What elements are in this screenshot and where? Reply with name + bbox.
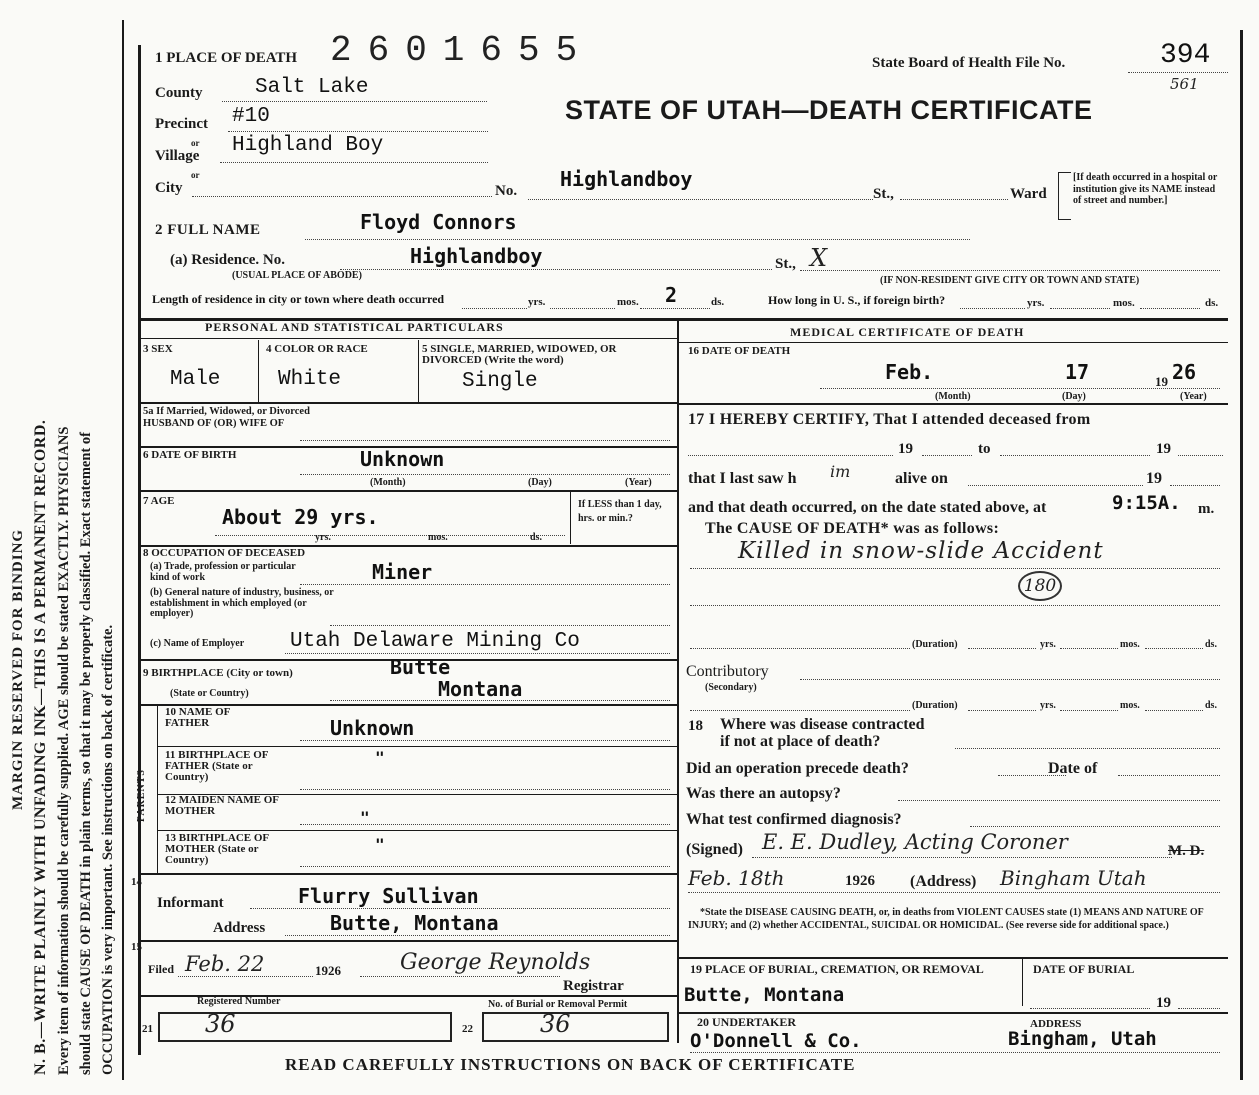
certify-to: to — [978, 441, 991, 457]
residence-st-value: X — [810, 244, 828, 272]
occ-b-label: (b) General nature of industry, business, or establishment in which employed (or employer) — [150, 587, 334, 619]
duration-ds-2: ds. — [1205, 700, 1217, 711]
father-value: Unknown — [330, 716, 415, 740]
duration-label: (Duration) — [912, 639, 958, 650]
burial-year-prefix: 19 — [1156, 995, 1171, 1011]
street-label: St., — [873, 186, 894, 202]
if-not-place-label: if not at place of death? — [720, 733, 881, 750]
burial-date-label: DATE OF BURIAL — [1033, 962, 1135, 976]
if-less-label: If LESS than 1 day, hrs. or min.? — [578, 499, 662, 524]
ds-label: ds. — [711, 296, 725, 308]
last-saw-fill: im — [830, 462, 851, 481]
test-confirmed-label: What test confirmed diagnosis? — [686, 811, 902, 828]
duration-mos-2: mos. — [1120, 700, 1140, 711]
precinct-value: #10 — [232, 105, 270, 128]
dob-value: Unknown — [360, 447, 445, 471]
hospital-note-bracket — [1058, 172, 1071, 220]
item-22-number: 22 — [462, 1023, 473, 1035]
birthplace-label: 9 BIRTHPLACE (City or town) — [143, 667, 293, 679]
village-value: Highland Boy — [232, 134, 384, 157]
yrs-label: yrs. — [528, 296, 546, 308]
dob-year-label: (Year) — [625, 477, 652, 488]
death-month-label: (Month) — [935, 391, 971, 402]
county-value: Salt Lake — [255, 76, 369, 99]
mother-birthplace-ditto: " — [375, 835, 385, 854]
or-text: or — [191, 138, 200, 148]
death-time-suffix: m. — [1198, 501, 1215, 517]
date-of-death-label: 16 DATE OF DEATH — [688, 345, 791, 357]
death-time: 9:15A. — [1112, 492, 1181, 514]
instruction-line-1: N. B.—WRITE PLAINLY WITH UNFADING INK—THIS IS A PERMANENT RECORD. — [32, 419, 49, 1075]
alive-on-label: alive on — [895, 470, 948, 487]
mos-label: mos. — [617, 296, 639, 308]
mos-label-2: mos. — [1113, 297, 1135, 309]
instruction-line-3: should state CAUSE OF DEATH in plain terms, so that it may be properly classified. Exact statement of — [78, 432, 94, 1075]
signed-address-label: (Address) — [910, 873, 977, 890]
dob-month-label: (Month) — [370, 477, 406, 488]
physician-signature: E. E. Dudley, Acting Coroner — [762, 830, 1068, 854]
dob-day-label: (Day) — [528, 477, 552, 488]
place-of-death-label: 1 PLACE OF DEATH — [155, 50, 298, 66]
village-label: Village — [155, 148, 200, 164]
signed-label: (Signed) — [686, 841, 743, 858]
date-of-label: Date of — [1048, 760, 1098, 777]
father-birthplace-ditto: " — [375, 748, 385, 767]
residence-months-value: 2 — [665, 283, 678, 307]
item-14-number: 14 — [131, 876, 142, 888]
file-number-sub: 561 — [1170, 75, 1199, 93]
duration-ds: ds. — [1205, 639, 1217, 650]
death-year: 26 — [1172, 360, 1197, 384]
filed-label: Filed — [148, 962, 174, 976]
residence-label: (a) Residence. No. — [170, 252, 285, 268]
cause-code: 180 — [1018, 571, 1062, 601]
registrar-signature: George Reynolds — [400, 950, 591, 975]
registered-number-label: Registered Number — [197, 996, 281, 1007]
filed-date: Feb. 22 — [185, 952, 265, 976]
item-15-number: 15 — [131, 941, 142, 953]
occ-a-label: (a) Trade, profession or particular kind of work — [150, 561, 296, 583]
employer-value: Utah Delaware Mining Co — [290, 630, 580, 653]
how-long-label: How long in U. S., if foreign birth? — [768, 293, 946, 307]
binding-margin-text: MARGIN RESERVED FOR BINDING — [10, 528, 26, 810]
certificate-title: STATE OF UTAH—DEATH CERTIFICATE — [565, 95, 1093, 125]
father-birthplace-label: 11 BIRTHPLACE OF FATHER (State or Country) — [165, 749, 269, 783]
filed-year: 1926 — [315, 963, 341, 978]
right-edge-rule — [1240, 30, 1243, 1080]
county-label: County — [155, 85, 203, 101]
spouse-label: 5a If Married, Widowed, or Divorced HUSBAND OF (OR) WIFE OF — [143, 406, 310, 429]
hospital-note: [If death occurred in a hospital or institution give its NAME instead of street and number.] — [1073, 172, 1218, 206]
no-label: No. — [495, 183, 518, 199]
burial-place-label: 19 PLACE OF BURIAL, CREMATION, OR REMOVAL — [690, 962, 984, 976]
death-day: 17 — [1065, 360, 1090, 384]
certify-year-1: 19 — [898, 441, 913, 457]
street-value: Highlandboy — [560, 167, 693, 191]
nonresident-note: (IF NON-RESIDENT GIVE CITY OR TOWN AND STATE) — [880, 275, 1140, 286]
age-ds-label: ds. — [530, 532, 542, 543]
undertaker-value: O'Donnell & Co. — [690, 1030, 862, 1052]
item-18-number: 18 — [688, 718, 703, 734]
death-month: Feb. — [885, 360, 934, 384]
contributory-label: Contributory — [686, 663, 769, 680]
mother-label: 12 MAIDEN NAME OF MOTHER — [165, 794, 279, 817]
informant-label: Informant — [157, 895, 224, 911]
color-value: White — [278, 368, 342, 391]
yrs-label-2: yrs. — [1027, 297, 1045, 309]
duration-yrs: yrs. — [1040, 639, 1056, 650]
alive-year: 19 — [1146, 470, 1162, 487]
signed-address: Bingham Utah — [1000, 866, 1147, 890]
death-occurred-label: and that death occurred, on the date stated above, at — [688, 499, 1047, 516]
where-contracted-label: Where was disease contracted — [720, 716, 925, 733]
marital-value: Single — [462, 370, 538, 393]
or-text-2: or — [191, 170, 200, 180]
file-no-label: State Board of Health File No. — [872, 55, 1066, 71]
operation-label: Did an operation precede death? — [686, 760, 909, 777]
age-yrs-label: yrs. — [315, 532, 331, 543]
registrar-label: Registrar — [563, 978, 624, 994]
age-mos-label: mos. — [428, 532, 448, 543]
undertaker-label: 20 UNDERTAKER — [697, 1015, 797, 1029]
birthplace-sub: (State or Country) — [170, 688, 249, 699]
marital-label: 5 SINGLE, MARRIED, WIDOWED, OR DIVORCED (Write the word) — [422, 343, 617, 366]
full-name-value: Floyd Connors — [360, 210, 517, 234]
color-label: 4 COLOR OR RACE — [266, 343, 368, 355]
parents-label: PARENTS — [136, 769, 147, 822]
signed-year: 1926 — [845, 873, 875, 889]
mother-ditto: " — [360, 808, 370, 827]
cause-of-death-value: Killed in snow-slide Accident — [738, 538, 1104, 564]
cause-of-death-label: The CAUSE OF DEATH* was as follows: — [705, 520, 1000, 537]
duration-yrs-2: yrs. — [1040, 700, 1056, 711]
margin-rule — [122, 20, 124, 1080]
age-label: 7 AGE — [143, 495, 175, 507]
sex-label: 3 SEX — [143, 343, 173, 355]
ward-label: Ward — [1010, 186, 1047, 202]
duration-label-2: (Duration) — [912, 700, 958, 711]
precinct-label: Precinct — [155, 116, 209, 132]
cause-footnote: *State the DISEASE CAUSING DEATH, or, in deaths from VIOLENT CAUSES state (1) MEANS AND NATURE OF INJURY; and (2) whether ACCIDENTAL, SUICIDAL OR HOMICIDAL. (See reverse side for additional space.) — [688, 907, 1204, 931]
burial-permit-value: 36 — [540, 1010, 571, 1038]
footer-instructions: READ CAREFULLY INSTRUCTIONS ON BACK OF CERTIFICATE — [285, 1055, 856, 1074]
city-label: City — [155, 180, 183, 196]
instruction-line-2: Every item of information should be carefully supplied. AGE should be stated EXACTLY. PHYSICIANS — [56, 426, 72, 1075]
mother-birthplace-label: 13 BIRTHPLACE OF MOTHER (State or Country) — [165, 832, 269, 866]
autopsy-label: Was there an autopsy? — [686, 785, 841, 802]
burial-permit-box — [482, 1012, 669, 1042]
item-21-number: 21 — [142, 1023, 153, 1035]
column-divider — [677, 318, 679, 1043]
informant-address-value: Butte, Montana — [330, 911, 499, 935]
death-year-prefix: 19 — [1155, 374, 1168, 389]
certify-year-2: 19 — [1156, 441, 1171, 457]
birthplace-state: Montana — [438, 677, 523, 701]
certify-statement: 17 I HEREBY CERTIFY, That I attended deceased from — [688, 411, 1091, 428]
occ-c-label: (c) Name of Employer — [150, 638, 245, 649]
full-name-label: 2 FULL NAME — [155, 222, 261, 238]
occupation-label: 8 OCCUPATION OF DECEASED — [143, 547, 306, 559]
residence-value: Highlandboy — [410, 244, 543, 268]
stamp-number: 2601655 — [330, 30, 594, 71]
undertaker-address-label: ADDRESS — [1030, 1018, 1082, 1030]
last-saw-label: that I last saw h — [688, 470, 797, 487]
registered-number-value: 36 — [205, 1010, 236, 1038]
death-year-label: (Year) — [1180, 391, 1207, 402]
length-residence-label: Length of residence in city or town where death occurred — [152, 292, 445, 306]
burial-place-value: Butte, Montana — [684, 984, 845, 1006]
file-number: 394 — [1160, 40, 1211, 71]
burial-permit-label: No. of Burial or Removal Permit — [488, 999, 628, 1010]
md-label: M. D. — [1168, 843, 1205, 859]
death-day-label: (Day) — [1062, 391, 1086, 402]
sex-value: Male — [170, 368, 221, 391]
personal-section-title: PERSONAL AND STATISTICAL PARTICULARS — [205, 320, 504, 334]
secondary-label: (Secondary) — [705, 682, 757, 693]
occupation-value: Miner — [372, 560, 433, 584]
ds-label-2: ds. — [1205, 297, 1219, 309]
instruction-line-4: OCCUPATION is very important. See instructions on back of certificate. — [100, 624, 116, 1075]
signed-date: Feb. 18th — [688, 866, 785, 890]
medical-section-title: MEDICAL CERTIFICATE OF DEATH — [790, 325, 1025, 339]
informant-address-label: Address — [213, 920, 266, 936]
birthplace-city: Butte — [390, 655, 451, 679]
undertaker-address: Bingham, Utah — [1008, 1028, 1157, 1050]
duration-mos: mos. — [1120, 639, 1140, 650]
father-label: 10 NAME OF FATHER — [165, 706, 230, 729]
residence-st-label: St., — [775, 256, 796, 272]
residence-sub: (USUAL PLACE OF ABODE) — [232, 270, 362, 281]
age-value: About 29 yrs. — [222, 505, 379, 529]
informant-value: Flurry Sullivan — [298, 884, 479, 908]
dob-label: 6 DATE OF BIRTH — [143, 449, 237, 461]
form-left-border — [138, 45, 141, 1055]
registered-number-box — [158, 1012, 452, 1042]
